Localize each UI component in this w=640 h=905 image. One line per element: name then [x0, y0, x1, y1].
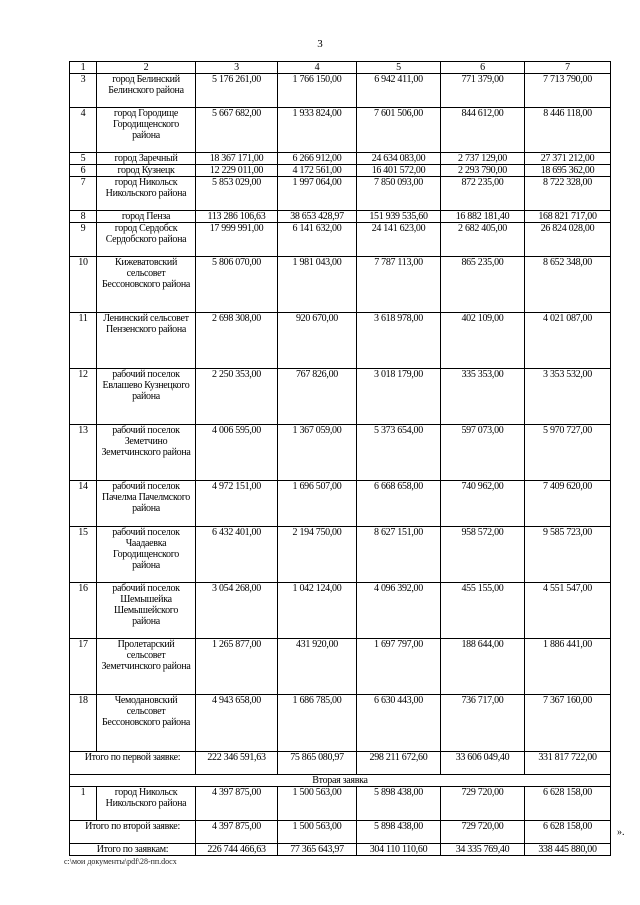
- amount-cell: 6 942 411,00: [357, 74, 441, 108]
- amount-cell: 113 286 106,63: [196, 211, 278, 223]
- amount-cell: 1 886 441,00: [525, 639, 611, 695]
- header-cell: 5: [357, 62, 441, 74]
- amount-cell: 4 943 658,00: [196, 695, 278, 752]
- amount-cell: 1 933 824,00: [278, 108, 357, 153]
- amount-cell: 298 211 672,60: [357, 752, 441, 775]
- row-number: 8: [70, 211, 97, 223]
- row-number: 13: [70, 425, 97, 481]
- municipality-name: рабочий поселок Евлашево Кузнецкого района: [97, 369, 196, 425]
- amount-cell: 304 110 110,60: [357, 844, 441, 856]
- amount-cell: 12 229 011,00: [196, 165, 278, 177]
- table-row: [70, 787, 611, 821]
- amount-cell: 2 682 405,00: [441, 223, 525, 257]
- amount-cell: 5 853 029,00: [196, 177, 278, 211]
- table-row: [70, 369, 611, 425]
- amount-cell: 8 652 348,00: [525, 257, 611, 313]
- header-row: [70, 62, 611, 74]
- amount-cell: 4 551 547,00: [525, 583, 611, 639]
- amount-cell: 5 898 438,00: [357, 787, 441, 821]
- municipality-name: рабочий поселок Земетчино Земетчинского района: [97, 425, 196, 481]
- row-number: 9: [70, 223, 97, 257]
- table-row: [70, 165, 611, 177]
- amount-cell: 77 365 643,97: [278, 844, 357, 856]
- amount-cell: 5 667 682,00: [196, 108, 278, 153]
- amount-cell: 1 686 785,00: [278, 695, 357, 752]
- amount-cell: 7 601 506,00: [357, 108, 441, 153]
- amount-cell: 2 194 750,00: [278, 527, 357, 583]
- amount-cell: 6 266 912,00: [278, 153, 357, 165]
- closing-quote: ».: [617, 827, 625, 838]
- header-cell: 2: [97, 62, 196, 74]
- amount-cell: 2 698 308,00: [196, 313, 278, 369]
- amount-cell: 1 696 507,00: [278, 481, 357, 527]
- amount-cell: 168 821 717,00: [525, 211, 611, 223]
- total-row: [70, 752, 611, 775]
- amount-cell: 34 335 769,40: [441, 844, 525, 856]
- amount-cell: 1 367 059,00: [278, 425, 357, 481]
- row-number: 5: [70, 153, 97, 165]
- table-row: [70, 313, 611, 369]
- amount-cell: 18 695 362,00: [525, 165, 611, 177]
- amount-cell: 24 141 623,00: [357, 223, 441, 257]
- row-number: 10: [70, 257, 97, 313]
- amount-cell: 4 172 561,00: [278, 165, 357, 177]
- amount-cell: 1 042 124,00: [278, 583, 357, 639]
- amount-cell: 1 697 797,00: [357, 639, 441, 695]
- amount-cell: 4 972 151,00: [196, 481, 278, 527]
- amount-cell: 920 670,00: [278, 313, 357, 369]
- amount-cell: 1 997 064,00: [278, 177, 357, 211]
- section-row: [70, 775, 611, 787]
- amount-cell: 5 373 654,00: [357, 425, 441, 481]
- table-row: [70, 583, 611, 639]
- amount-cell: 5 898 438,00: [357, 821, 441, 844]
- amount-cell: 338 445 880,00: [525, 844, 611, 856]
- amount-cell: 455 155,00: [441, 583, 525, 639]
- amount-cell: 597 073,00: [441, 425, 525, 481]
- total-label: Итого по второй заявке:: [70, 821, 196, 844]
- amount-cell: 740 962,00: [441, 481, 525, 527]
- row-number: 14: [70, 481, 97, 527]
- amount-cell: 8 446 118,00: [525, 108, 611, 153]
- row-number: 6: [70, 165, 97, 177]
- amount-cell: 331 817 722,00: [525, 752, 611, 775]
- amount-cell: 151 939 535,60: [357, 211, 441, 223]
- municipality-name: Чемодановский сельсовет Бессоновского района: [97, 695, 196, 752]
- amount-cell: 1 766 150,00: [278, 74, 357, 108]
- amount-cell: 6 628 158,00: [525, 821, 611, 844]
- amount-cell: 729 720,00: [441, 821, 525, 844]
- amount-cell: 729 720,00: [441, 787, 525, 821]
- amount-cell: 2 293 790,00: [441, 165, 525, 177]
- municipality-name: Ленинский сельсовет Пензенского района: [97, 313, 196, 369]
- amount-cell: 4 397 875,00: [196, 821, 278, 844]
- amount-cell: 2 250 353,00: [196, 369, 278, 425]
- table-row: [70, 177, 611, 211]
- amount-cell: 26 824 028,00: [525, 223, 611, 257]
- amount-cell: 16 882 181,40: [441, 211, 525, 223]
- municipality-name: город Заречный: [97, 153, 196, 165]
- amount-cell: 226 744 466,63: [196, 844, 278, 856]
- amount-cell: 958 572,00: [441, 527, 525, 583]
- municipality-name: город Сердобск Сердобского района: [97, 223, 196, 257]
- row-number: 12: [70, 369, 97, 425]
- amount-cell: 18 367 171,00: [196, 153, 278, 165]
- amount-cell: 5 806 070,00: [196, 257, 278, 313]
- municipality-name: город Белинский Белинского района: [97, 74, 196, 108]
- amount-cell: 872 235,00: [441, 177, 525, 211]
- row-number: 16: [70, 583, 97, 639]
- row-number: 18: [70, 695, 97, 752]
- amount-cell: 38 653 428,97: [278, 211, 357, 223]
- amount-cell: 3 054 268,00: [196, 583, 278, 639]
- amount-cell: 3 353 532,00: [525, 369, 611, 425]
- amount-cell: 4 397 875,00: [196, 787, 278, 821]
- total-label: Итого по первой заявке:: [70, 752, 196, 775]
- amount-cell: 1 265 877,00: [196, 639, 278, 695]
- amount-cell: 8 627 151,00: [357, 527, 441, 583]
- table-row: [70, 425, 611, 481]
- amount-cell: 9 585 723,00: [525, 527, 611, 583]
- amount-cell: 5 970 727,00: [525, 425, 611, 481]
- amount-cell: 33 606 049,40: [441, 752, 525, 775]
- table-row: [70, 153, 611, 165]
- amount-cell: 1 500 563,00: [278, 821, 357, 844]
- amount-cell: 75 865 080,97: [278, 752, 357, 775]
- amount-cell: 736 717,00: [441, 695, 525, 752]
- municipality-name: Кижеватовский сельсовет Бессоновского района: [97, 257, 196, 313]
- page-number: 3: [317, 38, 323, 50]
- header-cell: 3: [196, 62, 278, 74]
- amount-cell: 6 668 658,00: [357, 481, 441, 527]
- amount-cell: 865 235,00: [441, 257, 525, 313]
- municipality-name: город Никольск Никольского района: [97, 177, 196, 211]
- municipality-name: город Городище Городищенского района: [97, 108, 196, 153]
- row-number: 15: [70, 527, 97, 583]
- total-label: Итого по заявкам:: [70, 844, 196, 856]
- amount-cell: 767 826,00: [278, 369, 357, 425]
- table-row: [70, 695, 611, 752]
- row-number: 7: [70, 177, 97, 211]
- section-title: Вторая заявка: [70, 775, 611, 787]
- amount-cell: 402 109,00: [441, 313, 525, 369]
- amount-cell: 6 630 443,00: [357, 695, 441, 752]
- amount-cell: 2 737 129,00: [441, 153, 525, 165]
- header-cell: 6: [441, 62, 525, 74]
- amount-cell: 1 500 563,00: [278, 787, 357, 821]
- amount-cell: 7 367 160,00: [525, 695, 611, 752]
- table-row: [70, 211, 611, 223]
- amount-cell: 7 409 620,00: [525, 481, 611, 527]
- row-number: 3: [70, 74, 97, 108]
- header-cell: 1: [70, 62, 97, 74]
- amount-cell: 7 713 790,00: [525, 74, 611, 108]
- amount-cell: 6 628 158,00: [525, 787, 611, 821]
- amount-cell: 3 018 179,00: [357, 369, 441, 425]
- municipality-name: Пролетарский сельсовет Земетчинского района: [97, 639, 196, 695]
- amount-cell: 16 401 572,00: [357, 165, 441, 177]
- amount-cell: 1 981 043,00: [278, 257, 357, 313]
- municipality-name: рабочий поселок Шемышейка Шемышейского района: [97, 583, 196, 639]
- amount-cell: 7 787 113,00: [357, 257, 441, 313]
- row-number: 17: [70, 639, 97, 695]
- amount-cell: 27 371 212,00: [525, 153, 611, 165]
- amount-cell: 844 612,00: [441, 108, 525, 153]
- amount-cell: 8 722 328,00: [525, 177, 611, 211]
- table-row: [70, 108, 611, 153]
- amount-cell: 431 920,00: [278, 639, 357, 695]
- header-cell: 4: [278, 62, 357, 74]
- amount-cell: 6 432 401,00: [196, 527, 278, 583]
- funding-table: [69, 61, 611, 856]
- municipality-name: город Пенза: [97, 211, 196, 223]
- municipality-name: рабочий поселок Чаадаевка Городищенского района: [97, 527, 196, 583]
- table-row: [70, 223, 611, 257]
- amount-cell: 7 850 093,00: [357, 177, 441, 211]
- row-number: 4: [70, 108, 97, 153]
- amount-cell: 4 006 595,00: [196, 425, 278, 481]
- municipality-name: город Кузнецк: [97, 165, 196, 177]
- amount-cell: 4 096 392,00: [357, 583, 441, 639]
- amount-cell: 3 618 978,00: [357, 313, 441, 369]
- table-row: [70, 74, 611, 108]
- header-cell: 7: [525, 62, 611, 74]
- amount-cell: 6 141 632,00: [278, 223, 357, 257]
- table-row: [70, 257, 611, 313]
- table-row: [70, 527, 611, 583]
- amount-cell: 5 176 261,00: [196, 74, 278, 108]
- amount-cell: 17 999 991,00: [196, 223, 278, 257]
- total-row: [70, 821, 611, 844]
- row-number: 1: [70, 787, 97, 821]
- row-number: 11: [70, 313, 97, 369]
- table-row: [70, 639, 611, 695]
- amount-cell: 222 346 591,63: [196, 752, 278, 775]
- file-path-footer: c:\мои документы\pdf\28-пп.docx: [64, 857, 177, 866]
- municipality-name: город Никольск Никольского района: [97, 787, 196, 821]
- amount-cell: 771 379,00: [441, 74, 525, 108]
- amount-cell: 188 644,00: [441, 639, 525, 695]
- municipality-name: рабочий поселок Пачелма Пачелмского района: [97, 481, 196, 527]
- amount-cell: 335 353,00: [441, 369, 525, 425]
- amount-cell: 4 021 087,00: [525, 313, 611, 369]
- amount-cell: 24 634 083,00: [357, 153, 441, 165]
- table-row: [70, 481, 611, 527]
- total-row: [70, 844, 611, 856]
